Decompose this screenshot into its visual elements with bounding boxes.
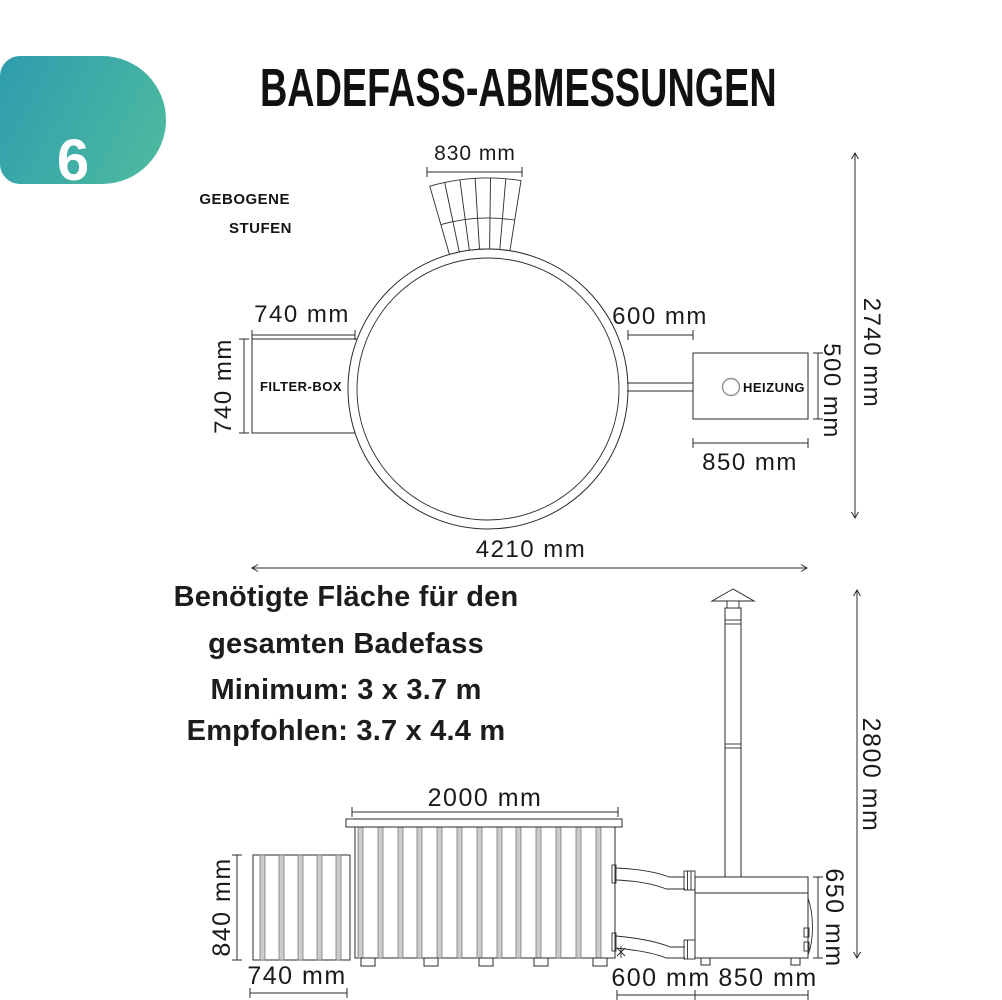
- heater-height-label: 500 mm: [818, 343, 845, 439]
- filter-width-label: 740 mm: [254, 301, 350, 328]
- overall-width-label: 4210 mm: [475, 536, 587, 563]
- heater-label: HEIZUNG: [743, 380, 805, 395]
- tub-inner-circle: [357, 258, 619, 520]
- dimension-line-830: [427, 167, 522, 177]
- area-note-line-1: Benötigte Fläche für den: [173, 581, 519, 613]
- overall-depth-label: 2740 mm: [858, 297, 885, 409]
- connecting-pipes: [612, 865, 695, 959]
- area-note-recommended: Empfohlen: 3.7 x 4.4 m: [186, 715, 506, 747]
- curved-steps-label-1: GEBOGENE: [199, 191, 290, 208]
- persons-badge: [0, 56, 166, 226]
- heater-width-label: 850 mm: [702, 449, 798, 476]
- curved-steps-shape: [430, 178, 521, 254]
- dimension-line-600-top: [628, 330, 693, 340]
- chimney-cap: [712, 589, 754, 601]
- steps-height-label: 840 mm: [208, 857, 236, 957]
- filter-height-label: 740 mm: [210, 338, 237, 434]
- heater-gap-label: 600 mm: [612, 303, 708, 330]
- steps-width-label: 830 mm: [434, 142, 516, 165]
- tub-width-label: 2000 mm: [427, 784, 543, 812]
- persons-label: Personen: [17, 199, 127, 226]
- area-note-minimum: Minimum: 3 x 3.7 m: [210, 674, 482, 706]
- heater-height-side-label: 650 mm: [820, 868, 848, 968]
- heater-side-shape: [695, 589, 813, 965]
- tub-lid-shape: [346, 819, 622, 827]
- page-title: BADEFASS-ABMESSUNGEN: [260, 58, 777, 118]
- chimney-pipe: [725, 608, 741, 877]
- filter-box-label: FILTER-BOX: [259, 379, 343, 394]
- tub-side-shape: [346, 819, 622, 966]
- curved-steps-label-2: STUFEN: [229, 220, 292, 237]
- dimension-line-740-left: [239, 339, 249, 433]
- steps-side-shape: [253, 855, 350, 960]
- persons-count: 6: [56, 128, 90, 193]
- area-note-line-2: gesamten Badefass: [208, 628, 484, 660]
- top-view-diagram: [239, 153, 859, 572]
- steps-width-side-label: 740 mm: [247, 962, 347, 990]
- heater-pipe-top: [627, 383, 693, 391]
- dimension-line-4210: [252, 565, 807, 572]
- heater-gap-side-label: 600 mm: [611, 964, 711, 992]
- heater-width-side-label: 850 mm: [718, 964, 818, 992]
- dimension-line-850-top: [693, 438, 808, 448]
- overall-height-label: 2800 mm: [857, 717, 885, 833]
